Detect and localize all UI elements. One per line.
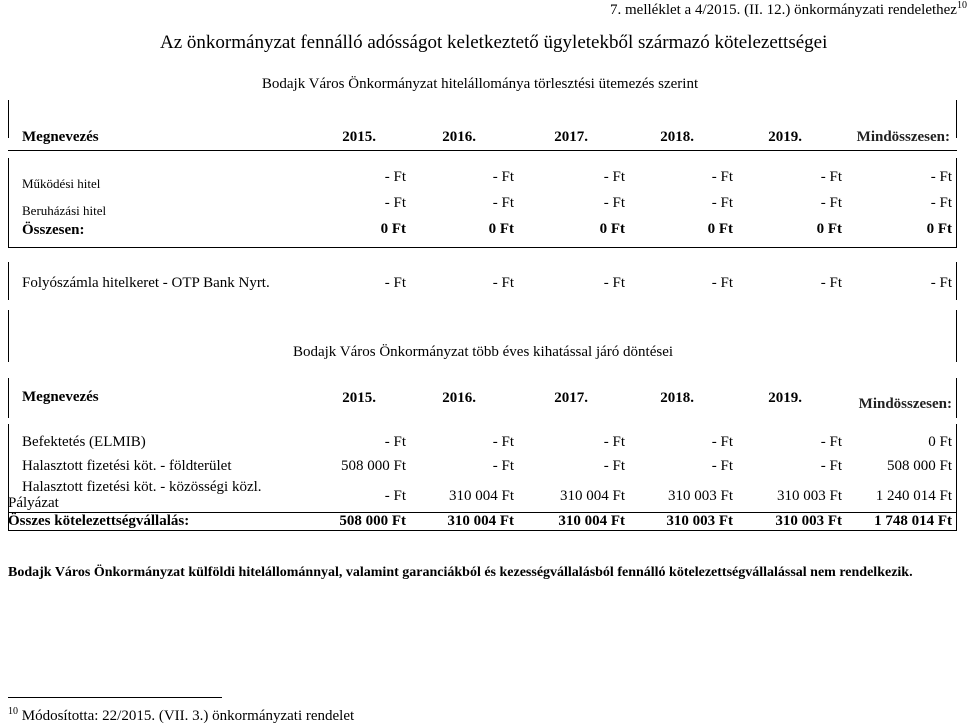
cell-total: 508 000 Ft [886,458,952,474]
cell-2018: - Ft [711,434,733,450]
row-label: Befektetés (ELMIB) [22,434,146,450]
section1-total-rule [8,247,957,248]
annex-footnote-ref: 10 [956,0,967,11]
cell-total: - Ft [930,195,952,211]
cell-2019: - Ft [820,275,842,291]
cell-2016: - Ft [492,458,514,474]
col-header-name: Megnevezés [22,389,99,405]
col-header-2015: 2015. [342,129,376,145]
section1-right-border [956,100,957,138]
col-header-2015: 2015. [342,390,376,406]
col-header-2016: 2016. [442,129,476,145]
main-title: Az önkormányzat fennálló adósságot keletkeztető ügyletekből származó kötelezettségei [160,32,828,53]
cell-total: 0 Ft [926,221,952,237]
row-label: Összes kötelezettségvállalás: [8,513,190,529]
cell-2017: 310 004 Ft [558,513,625,529]
col-header-total: Mindösszesen: [858,396,952,412]
footnote-separator [8,697,222,698]
row-label: Halasztott fizetési köt. - földterület [22,458,232,474]
cell-2017: - Ft [603,434,625,450]
cell-2019: 310 003 Ft [776,488,842,504]
cell-2015: 508 000 Ft [339,513,406,529]
statement: Bodajk Város Önkormányzat külföldi hitelállománnyal, valamint garanciákból és kezességvállalásból fennálló kötelezettségvállalással nem rendelkezik. [8,565,913,580]
annex-note: 7. melléklet a 4/2015. (II. 12.) önkormányzati rendelethez$^{10}$ [610,0,967,18]
cell-2015: - Ft [384,275,406,291]
cell-2018: - Ft [711,458,733,474]
footnote-number: 10 [8,706,18,717]
cell-2017: 0 Ft [599,221,625,237]
col-header-2017: 2017. [554,129,588,145]
row-label: Folyószámla hitelkeret - OTP Bank Nyrt. [22,275,270,291]
section1-left-border [8,100,9,138]
row-label-line1: Halasztott fizetési köt. - közösségi közl. [22,479,262,495]
cell-2016: - Ft [492,434,514,450]
section1-subtitle: Bodajk Város Önkormányzat hitelállománya törlesztési ütemezés szerint [261,76,699,92]
cell-total: - Ft [930,275,952,291]
section2-subtitle: Bodajk Város Önkormányzat több éves kihatással járó döntései [292,344,674,360]
footnote-text: Módosította: 22/2015. (VII. 3.) önkormányzati rendelet [21,708,355,724]
col-header-2019: 2019. [768,390,802,406]
cell-2016: 0 Ft [488,221,514,237]
cell-2016: - Ft [492,169,514,185]
col-header-2016: 2016. [442,390,476,406]
cell-2018: - Ft [711,275,733,291]
section1-body-right-border [956,158,957,248]
cell-2017: - Ft [603,169,625,185]
cell-2015: - Ft [384,434,406,450]
cell-2016: 310 004 Ft [447,513,514,529]
cell-2019: - Ft [820,169,842,185]
cell-2018: 310 003 Ft [666,513,733,529]
cell-2015: - Ft [384,488,406,504]
overdraft-left-border [8,262,9,300]
cell-2016: 310 004 Ft [448,488,514,504]
cell-total: - Ft [930,169,952,185]
col-header-total: Mindösszesen: [856,129,950,145]
cell-2015: - Ft [384,169,406,185]
cell-2019: - Ft [820,434,842,450]
section2-bottom-rule [8,530,957,531]
cell-total: 1 748 014 Ft [874,513,952,529]
cell-2018: 310 003 Ft [667,488,733,504]
cell-2019: 0 Ft [816,221,842,237]
section1-header-rule [8,150,957,151]
section1-body-left-border [8,158,9,248]
section2-header-right-border [956,378,957,418]
cell-total: 0 Ft [928,434,952,450]
cell-2017: - Ft [603,458,625,474]
cell-2015: 0 Ft [380,221,406,237]
footnote [8,706,354,725]
cell-2019: - Ft [820,458,842,474]
cell-total: 1 240 014 Ft [875,488,952,504]
cell-2017: - Ft [603,275,625,291]
col-header-2017: 2017. [554,390,588,406]
row-label: Működési hitel [22,176,101,191]
section2-body-right-border [956,424,957,530]
cell-2018: 0 Ft [707,221,733,237]
cell-2018: - Ft [711,169,733,185]
cell-2019: 310 003 Ft [775,513,842,529]
col-header-2018: 2018. [660,390,694,406]
col-header-name: Megnevezés [22,129,99,145]
cell-2016: - Ft [492,195,514,211]
overdraft-right-border [956,262,957,300]
cell-2016: - Ft [492,275,514,291]
cell-2017: - Ft [603,195,625,211]
cell-2015: - Ft [384,195,406,211]
cell-2018: - Ft [711,195,733,211]
cell-2017: 310 004 Ft [559,488,625,504]
col-header-2019: 2019. [768,129,802,145]
cell-2015: 508 000 Ft [340,458,406,474]
row-label: Beruházási hitel [22,203,107,218]
row-label: Összesen: [22,222,85,238]
cell-2019: - Ft [820,195,842,211]
col-header-2018: 2018. [660,129,694,145]
row-label-line2: Pályázat [8,495,59,511]
section2-header-left-border [8,378,9,418]
